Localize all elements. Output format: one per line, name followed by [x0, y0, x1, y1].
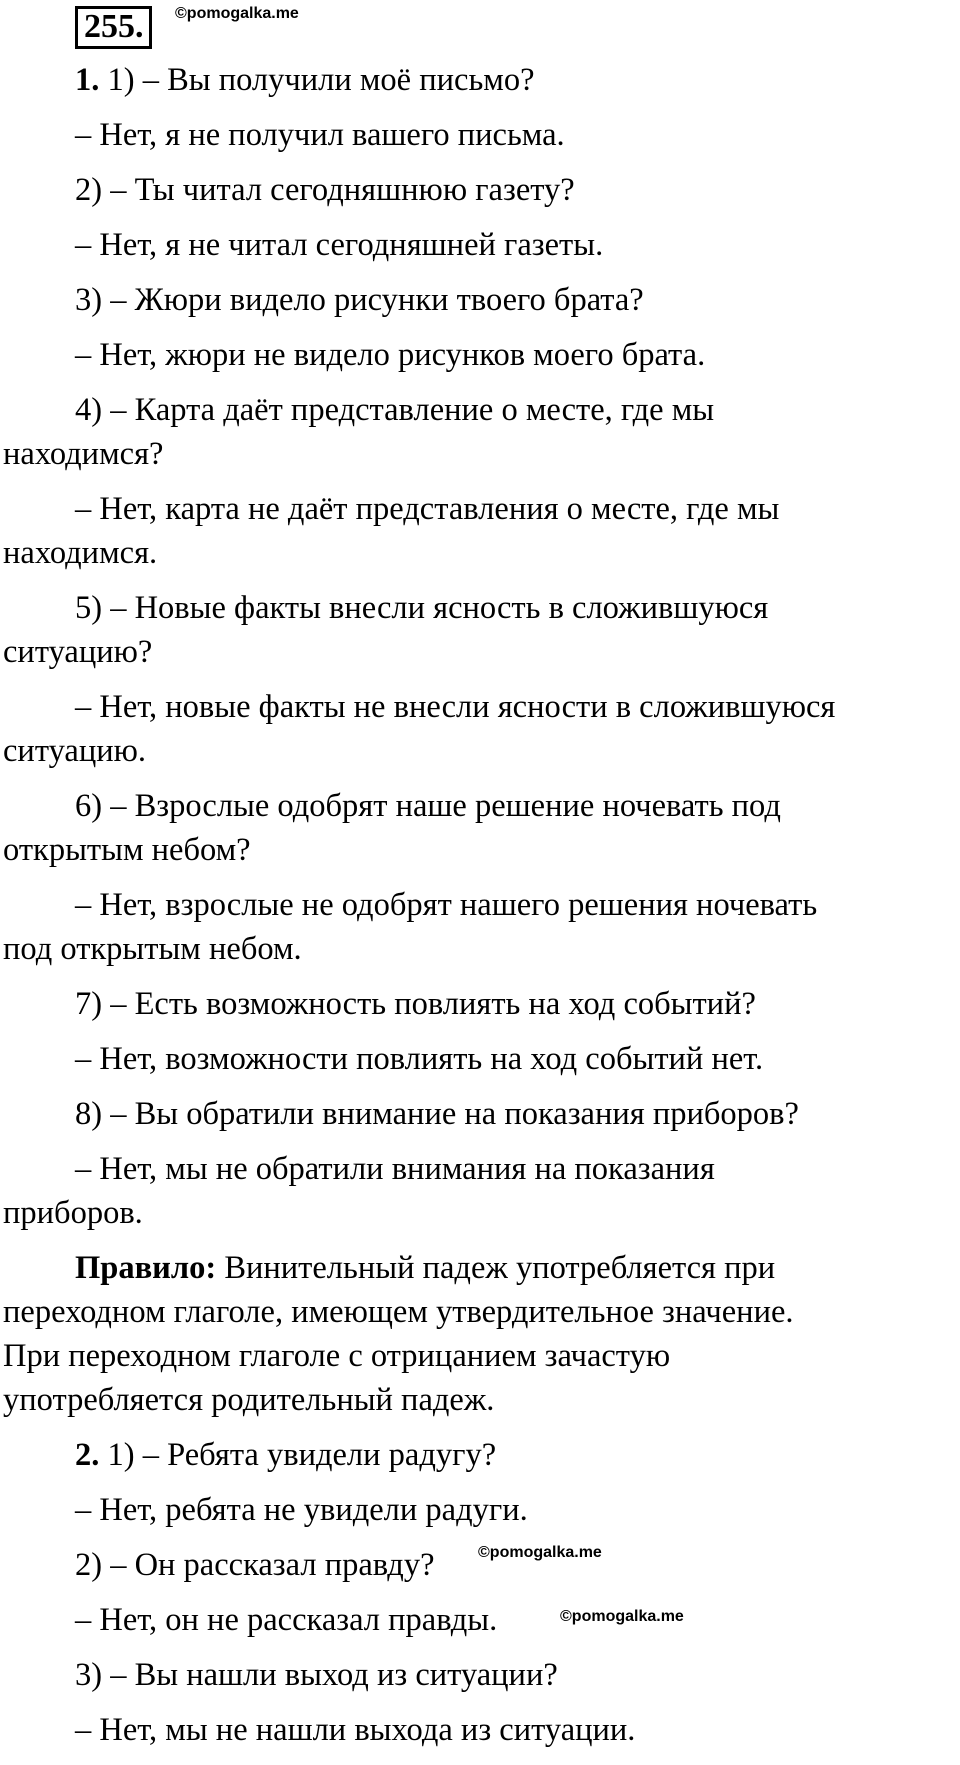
watermark-lower: ©pomogalka.me	[560, 1608, 684, 1625]
part1-line-7	[3, 388, 958, 476]
rule-text-3: При переходном глаголе с отрицанием зачастую	[3, 1338, 671, 1374]
part1-number: 1.	[75, 62, 100, 98]
part1-line-15	[3, 1092, 958, 1136]
line-text: 4) – Карта даёт представление о месте, где мы	[75, 392, 715, 428]
line-text: – Нет, я не читал сегодняшней газеты.	[75, 227, 604, 263]
line-text: 7) – Есть возможность повлиять на ход событий?	[75, 986, 756, 1022]
part1-line-3	[3, 168, 958, 212]
part1-line-12	[3, 883, 958, 971]
rule-paragraph	[3, 1246, 958, 1422]
line-text: 5) – Новые факты внесли ясность в сложившуюся	[75, 590, 769, 626]
rule-text-1: Винительный падеж употребляется при	[216, 1250, 776, 1286]
line-text: – Нет, возможности повлиять на ход событий нет.	[75, 1041, 764, 1077]
line-text: 2) – Ты читал сегодняшнюю газету?	[75, 172, 575, 208]
rule-text-2: переходном глаголе, имеющем утвердительное значение.	[3, 1294, 794, 1330]
line-text: – Нет, ребята не увидели радуги.	[75, 1492, 528, 1528]
line-text: – Нет, карта не даёт представления о месте, где мы	[75, 491, 780, 527]
line-text: 3) – Вы нашли выход из ситуации?	[75, 1657, 558, 1693]
part2-line-6	[3, 1708, 958, 1752]
line-continuation: приборов.	[3, 1195, 143, 1231]
line-continuation: под открытым небом.	[3, 931, 302, 967]
part1-line-5	[3, 278, 958, 322]
part2-line-2	[3, 1488, 958, 1532]
part2-line-5	[3, 1653, 958, 1697]
part1-line-16	[3, 1147, 958, 1235]
watermark-middle: ©pomogalka.me	[478, 1544, 602, 1561]
line-text: – Нет, я не получил вашего письма.	[75, 117, 565, 153]
line-text: 2) – Он рассказал правду?	[75, 1547, 435, 1583]
line-text: – Нет, жюри не видело рисунков моего брата.	[75, 337, 706, 373]
line-text: – Нет, новые факты не внесли ясности в сложившуюся	[75, 689, 836, 725]
line-text: 3) – Жюри видело рисунки твоего брата?	[75, 282, 644, 318]
line-text: – Нет, он не рассказал правды.	[75, 1602, 498, 1638]
line-text: 8) – Вы обратили внимание на показания приборов?	[75, 1096, 799, 1132]
rule-text-4: употребляется родительный падеж.	[3, 1382, 495, 1418]
part1-line-11	[3, 784, 958, 872]
line-text: – Нет, взрослые не одобрят нашего решения ночевать	[75, 887, 818, 923]
part1-line-14	[3, 1037, 958, 1081]
part1-line-1	[3, 58, 958, 102]
part1-line-8	[3, 487, 958, 575]
part2-line-4	[3, 1598, 958, 1642]
exercise-number-box: 255.	[75, 6, 152, 49]
line-continuation: ситуацию?	[3, 634, 153, 670]
part1-line-1-text: 1) – Вы получили моё письмо?	[107, 62, 535, 98]
line-continuation: находимся.	[3, 535, 158, 571]
line-continuation: ситуацию.	[3, 733, 147, 769]
line-text: – Нет, мы не нашли выхода из ситуации.	[75, 1712, 636, 1748]
part2-line-1	[3, 1433, 958, 1477]
part1-line-9	[3, 586, 958, 674]
part1-line-13	[3, 982, 958, 1026]
part1-line-10	[3, 685, 958, 773]
exercise-body	[3, 58, 958, 1763]
part1-line-4	[3, 223, 958, 267]
part2-line-1-text: 1) – Ребята увидели радугу?	[107, 1437, 497, 1473]
rule-label: Правило:	[75, 1250, 217, 1286]
line-text: 6) – Взрослые одобрят наше решение ночевать под	[75, 788, 781, 824]
part1-line-6	[3, 333, 958, 377]
watermark-top: ©pomogalka.me	[175, 5, 299, 22]
line-text: – Нет, мы не обратили внимания на показания	[75, 1151, 715, 1187]
part1-line-2	[3, 113, 958, 157]
line-continuation: находимся?	[3, 436, 164, 472]
line-continuation: открытым небом?	[3, 832, 251, 868]
part2-number: 2.	[75, 1437, 100, 1473]
